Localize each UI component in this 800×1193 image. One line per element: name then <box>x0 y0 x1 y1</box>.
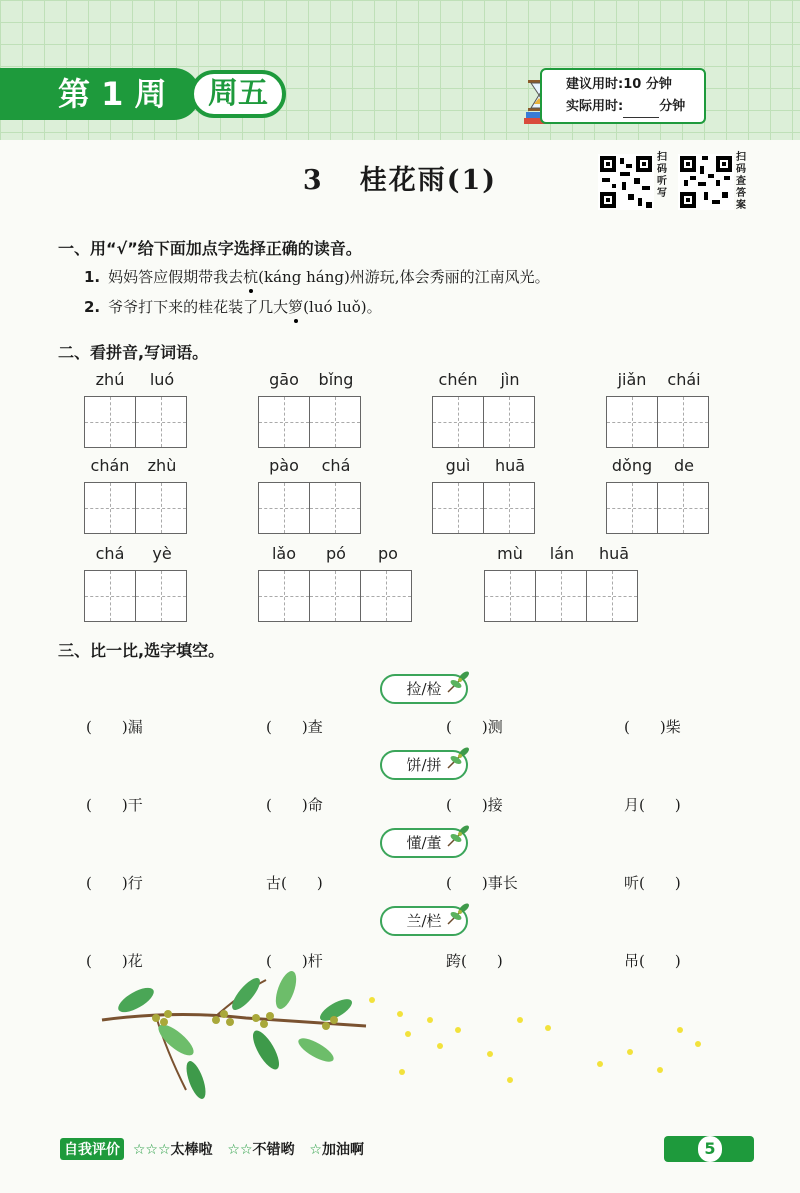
lesson-number: 3 <box>302 165 324 196</box>
section-3-heading: 三、比一比,选字填空。 <box>58 641 225 660</box>
writing-box[interactable] <box>309 570 361 622</box>
writing-box[interactable] <box>135 482 187 534</box>
writing-box[interactable] <box>432 482 484 534</box>
word-item: guì huā <box>432 456 536 534</box>
self-evaluation <box>60 1138 364 1160</box>
suggested-time: 建议用时:10 分钟 <box>566 77 672 92</box>
writing-box[interactable] <box>483 396 535 448</box>
writing-box[interactable] <box>586 570 638 622</box>
char-pair-label: 饼/拼 <box>380 750 468 780</box>
writing-box[interactable] <box>258 482 310 534</box>
actual-time: 实际用时: 分钟 <box>566 96 704 118</box>
writing-box[interactable] <box>84 570 136 622</box>
osmanthus-branch-illustration <box>96 970 376 1110</box>
keep-label: 加油啊 <box>321 1142 364 1158</box>
week-label: 第 1 周 <box>0 68 200 120</box>
writing-box[interactable] <box>606 482 658 534</box>
writing-box[interactable] <box>432 396 484 448</box>
fill-blank[interactable]: 月( ) <box>624 796 681 814</box>
writing-box[interactable] <box>360 570 412 622</box>
word-item: mù lán huā <box>484 544 640 622</box>
fill-blank[interactable]: 吊( ) <box>624 952 681 970</box>
page-number: 5 <box>698 1136 722 1162</box>
char-pair-label: 捡/检 <box>380 674 468 704</box>
writing-box[interactable] <box>535 570 587 622</box>
self-eval-label: 自我评价 <box>60 1138 124 1160</box>
lesson-title: 桂花雨(1) <box>359 165 498 196</box>
writing-box[interactable] <box>84 482 136 534</box>
day-label: 周五 <box>190 70 286 118</box>
week-header <box>0 68 290 120</box>
writing-box[interactable] <box>258 570 310 622</box>
char-pair-label: 懂/董 <box>380 828 468 858</box>
writing-box[interactable] <box>483 482 535 534</box>
star-icon[interactable]: ☆☆ <box>227 1142 253 1158</box>
fill-blank[interactable]: ( )查 <box>266 718 323 736</box>
star-icon[interactable]: ☆☆☆ <box>132 1142 171 1158</box>
time-box <box>540 68 706 124</box>
fill-blank[interactable]: ( )命 <box>266 796 323 814</box>
writing-box[interactable] <box>309 396 361 448</box>
writing-box[interactable] <box>258 396 310 448</box>
fill-blank[interactable]: 古( ) <box>266 874 323 892</box>
writing-box[interactable] <box>657 396 709 448</box>
fill-blank[interactable]: ( )柴 <box>624 718 681 736</box>
good-label: 不错哟 <box>252 1142 295 1158</box>
leaf-sprig-icon <box>444 668 472 696</box>
writing-box[interactable] <box>606 396 658 448</box>
section-1-heading: 一、用“√”给下面加点字选择正确的读音。 <box>58 239 362 258</box>
writing-box[interactable] <box>484 570 536 622</box>
writing-box[interactable] <box>84 396 136 448</box>
fill-blank[interactable]: ( )行 <box>86 874 143 892</box>
writing-box[interactable] <box>309 482 361 534</box>
word-item: chén jìn <box>432 370 536 448</box>
dotted-char: 箩 <box>288 298 304 316</box>
fill-blank[interactable]: ( )花 <box>86 952 143 970</box>
fill-blank[interactable]: ( )干 <box>86 796 143 814</box>
word-item: dǒng de <box>606 456 710 534</box>
question-2: 2. 爷爷打下来的桂花装了几大箩(luó luǒ)。 <box>84 298 382 316</box>
qr-code-answers-icon[interactable] <box>678 154 734 210</box>
dotted-char: 杭 <box>243 268 259 286</box>
fill-blank[interactable]: ( )杆 <box>266 952 323 970</box>
fill-blank[interactable]: ( )测 <box>446 718 503 736</box>
page-number-badge <box>664 1136 754 1162</box>
falling-petals-illustration <box>360 990 720 1090</box>
fill-blank[interactable]: ( )漏 <box>86 718 143 736</box>
section-2-heading: 二、看拼音,写词语。 <box>58 343 209 362</box>
fill-blank[interactable]: 跨( ) <box>446 952 503 970</box>
writing-box[interactable] <box>657 482 709 534</box>
fill-blank[interactable]: 听( ) <box>624 874 681 892</box>
qr-label-dictation: 扫码听写 <box>657 152 667 199</box>
word-item: chá yè <box>84 544 188 622</box>
actual-time-blank[interactable] <box>623 104 659 118</box>
qr-code-icon[interactable] <box>598 154 654 210</box>
char-pair-label: 兰/栏 <box>380 906 468 936</box>
word-item: chán zhù <box>84 456 188 534</box>
writing-box[interactable] <box>135 396 187 448</box>
fill-blank[interactable]: ( )接 <box>446 796 503 814</box>
word-item: pào chá <box>258 456 362 534</box>
writing-box[interactable] <box>135 570 187 622</box>
great-label: 太棒啦 <box>170 1142 213 1158</box>
word-item: zhú luó <box>84 370 188 448</box>
word-item: lǎo pó po <box>258 544 414 622</box>
qr-label-answers: 扫码查答案 <box>736 152 746 211</box>
fill-blank[interactable]: ( )事长 <box>446 874 518 892</box>
leaf-sprig-icon <box>444 744 472 772</box>
word-item: gāo bǐng <box>258 370 362 448</box>
leaf-sprig-icon <box>444 822 472 850</box>
leaf-sprig-icon <box>444 900 472 928</box>
word-item: jiǎn chái <box>606 370 710 448</box>
question-1: 1. 妈妈答应假期带我去杭(káng háng)州游玩,体会秀丽的江南风光。 <box>84 268 550 286</box>
star-icon[interactable]: ☆ <box>309 1142 322 1158</box>
